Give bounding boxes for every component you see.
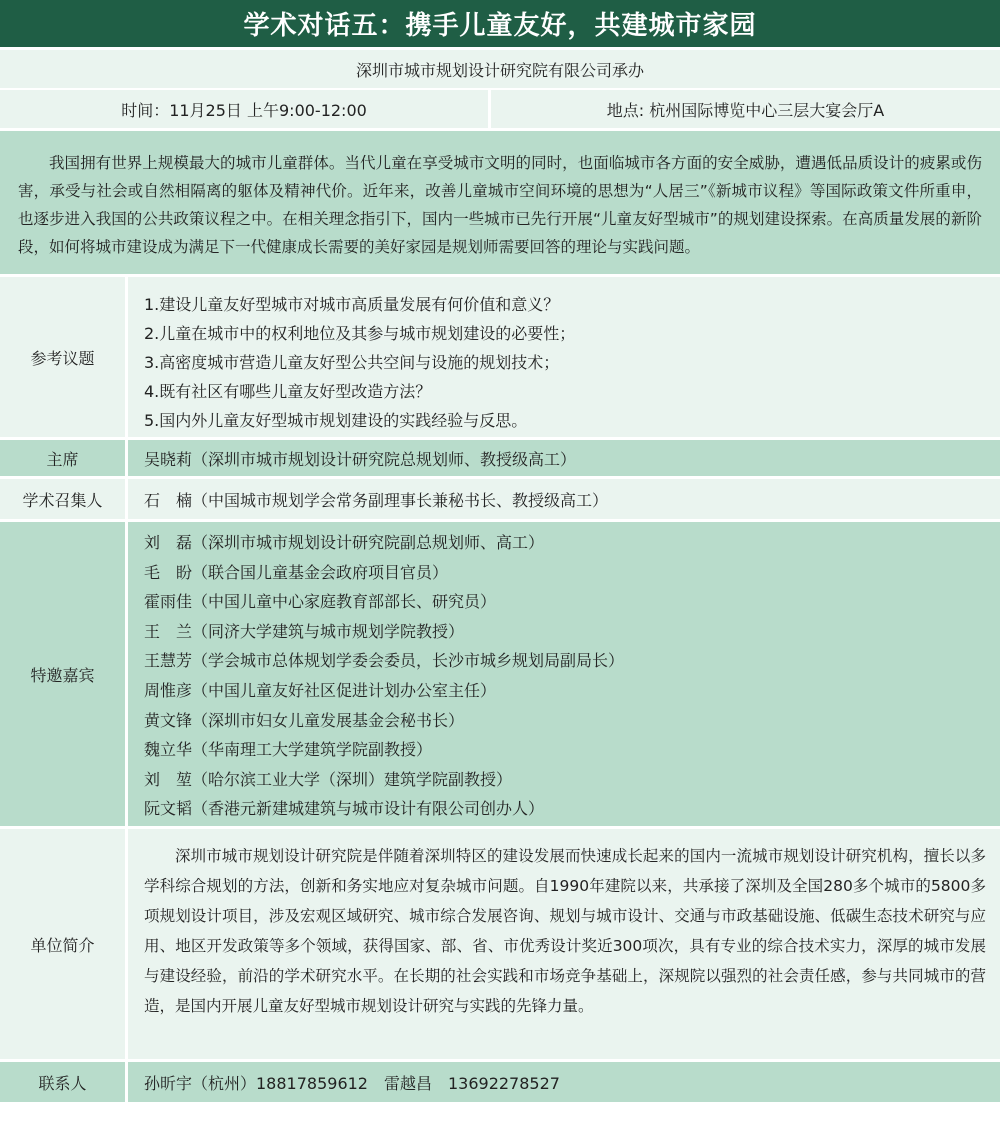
unit-label: 单位简介 — [0, 829, 128, 1059]
guest-item: 刘 堃（哈尔滨工业大学（深圳）建筑学院副教授） — [144, 769, 513, 789]
guest-item: 王慧芳（学会城市总体规划学委会委员，长沙市城乡规划局副局长） — [144, 651, 625, 671]
chair-value: 吴晓莉（深圳市城市规划设计研究院总规划师、教授级高工） — [128, 440, 1000, 476]
convener-row — [0, 476, 1000, 519]
topic-item: 1.建设儿童友好型城市对城市高质量发展有何价值和意义？ — [144, 295, 560, 314]
guests-row — [0, 519, 1000, 826]
intro-paragraph: 我国拥有世界上规模最大的城市儿童群体。当代儿童在享受城市文明的同时，也面临城市各方面的安全威胁，遭遇低品质设计的疲累或伤害，承受与社会或自然相隔离的躯体及精神代价。近年来，改善儿童城市空间环境的思想为“人居三”《新城市议程》等国际政策文件所重申，也逐步进入我国的公共政策议程之中。在相关理念指引下，国内一些城市已先行开展“儿童友好型城市”的规划建设探索。在高质量发展的新阶段，如何将城市建设成为满足下一代健康成长需要的美好家园是规划师需要回答的理论与实践问题。 — [0, 128, 1000, 274]
topic-item: 5.国内外儿童友好型城市规划建设的实践经验与反思。 — [144, 411, 528, 430]
guests-label: 特邀嘉宾 — [0, 522, 128, 826]
guest-item: 周惟彦（中国儿童友好社区促进计划办公室主任） — [144, 680, 497, 700]
convener-value: 石 楠（中国城市规划学会常务副理事长兼秘书长、教授级高工） — [128, 479, 1000, 519]
chair-label: 主席 — [0, 440, 128, 476]
topics-list — [128, 277, 1000, 437]
guest-item: 魏立华（华南理工大学建筑学院副教授） — [144, 740, 433, 760]
time-place-row — [0, 88, 1000, 128]
topic-item: 2.儿童在城市中的权利地位及其参与城市规划建设的必要性； — [144, 324, 576, 343]
topics-label: 参考议题 — [0, 277, 128, 437]
guest-item: 阮文韬（香港元新建城建筑与城市设计有限公司创办人） — [144, 799, 545, 819]
host-organizer: 深圳市城市规划设计研究院有限公司承办 — [0, 50, 1000, 88]
unit-text: 深圳市城市规划设计研究院是伴随着深圳特区的建设发展而快速成长起来的国内一流城市规划设计研究机构，擅长以多学科综合规划的方法，创新和务实地应对复杂城市问题。自1990年建院以来，共承接了深圳及全国280多个城市的5800多项规划设计项目，涉及宏观区域研究、城市综合发展咨询、规划与城市设计、交通与市政基础设施、低碳生态技术研究与应用、地区开发政策等多个领域，获得国家、部、省、市优秀设计奖近300项次，具有专业的综合技术实力，深厚的城市发展与建设经验，前沿的学术研究水平。在长期的社会实践和市场竞争基础上，深规院以强烈的社会责任感，参与共同城市的营造，是国内开展儿童友好型城市规划设计研究与实践的先锋力量。 — [128, 829, 1000, 1059]
topic-item: 4.既有社区有哪些儿童友好型改造方法？ — [144, 382, 432, 401]
event-time: 时间：11月25日 上午9:00-12:00 — [0, 90, 491, 128]
page-title: 学术对话五：携手儿童友好，共建城市家园 — [0, 0, 1000, 47]
guest-item: 毛 盼（联合国儿童基金会政府项目官员） — [144, 562, 449, 582]
convener-label: 学术召集人 — [0, 479, 128, 519]
contact-value: 孙昕宇（杭州）18817859612 雷越昌 13692278527 — [128, 1062, 1000, 1102]
event-place: 地点: 杭州国际博览中心三层大宴会厅A — [606, 100, 885, 120]
guest-item: 刘 磊（深圳市城市规划设计研究院副总规划师、高工） — [144, 533, 545, 552]
guests-list — [128, 522, 1000, 826]
chair-row — [0, 437, 1000, 476]
guest-item: 黄文锋（深圳市妇女儿童发展基金会秘书长） — [144, 710, 465, 730]
guest-item: 霍雨佳（中国儿童中心家庭教育部部长、研究员） — [144, 592, 497, 612]
unit-intro-row — [0, 826, 1000, 1059]
topic-item: 3.高密度城市营造儿童友好型公共空间与设施的规划技术； — [144, 353, 560, 372]
contact-label: 联系人 — [0, 1062, 128, 1102]
topics-row — [0, 274, 1000, 437]
guest-item: 王 兰（同济大学建筑与城市规划学院教授） — [144, 621, 465, 641]
contact-row — [0, 1059, 1000, 1102]
